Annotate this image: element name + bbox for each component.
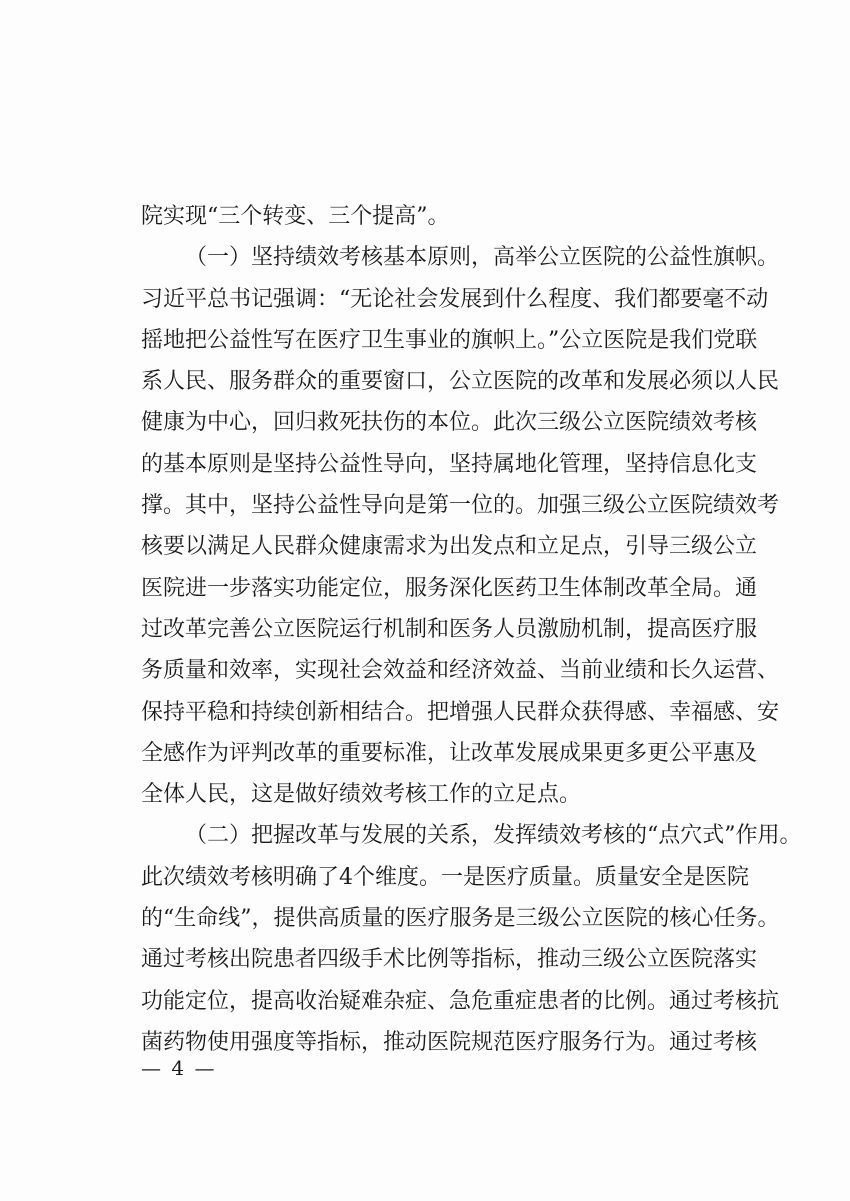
- text-line: 过改革完善公立医院运行机制和医务人员激励机制，提高医疗服: [141, 616, 758, 642]
- page-number: — 4 —: [141, 1056, 217, 1080]
- body-text: [141, 196, 802, 1063]
- text-line: 此次绩效考核明确了4个维度。一是医疗质量。质量安全是医院: [141, 864, 749, 890]
- text-line: 通过考核出院患者四级手术比例等指标，推动三级公立医院落实: [141, 947, 758, 973]
- text-line: 功能定位，提高收治疑难杂症、急危重症患者的比例。通过考核抗: [141, 988, 780, 1014]
- text-line: 院实现“三个转变、三个提高”。: [141, 204, 450, 229]
- text-line: （一）坚持绩效考核基本原则，高举公立医院的公益性旗帜。: [185, 245, 780, 271]
- text-line: 摇地把公益性写在医疗卫生事业的旗帜上。”公立医院是我们党联: [141, 327, 758, 353]
- text-line: 撑。其中，坚持公益性导向是第一位的。加强三级公立医院绩效考: [141, 493, 780, 519]
- text-line: 的“生命线”，提供高质量的医疗服务是三级公立医院的核心任务。: [141, 906, 780, 932]
- text-line: 习近平总书记强调：“无论社会发展到什么程度、我们都要毫不动: [141, 286, 769, 312]
- text-line: 系人民、服务群众的重要窗口，公立医院的改革和发展必须以人民: [141, 369, 780, 395]
- text-line: 的基本原则是坚持公益性导向，坚持属地化管理，坚持信息化支: [141, 451, 758, 477]
- text-line: 核要以满足人民群众健康需求为出发点和立足点，引导三级公立: [141, 534, 758, 560]
- text-line: 务质量和效率，实现社会效益和经济效益、当前业绩和长久运营、: [141, 658, 780, 684]
- text-line: （二）把握改革与发展的关系，发挥绩效考核的“点穴式”作用。: [185, 823, 802, 849]
- text-line: 健康为中心，回归救死扶伤的本位。此次三级公立医院绩效考核: [141, 410, 758, 436]
- text-line: 全体人民，这是做好绩效考核工作的立足点。: [141, 782, 582, 808]
- text-line: 保持平稳和持续创新相结合。把增强人民群众获得感、幸福感、安: [141, 699, 780, 725]
- text-line: 菌药物使用强度等指标，推动医院规范医疗服务行为。通过考核: [141, 1029, 758, 1055]
- text-line: 全感作为评判改革的重要标准，让改革发展成果更多更公平惠及: [141, 740, 758, 766]
- text-line: 医院进一步落实功能定位，服务深化医药卫生体制改革全局。通: [141, 575, 758, 601]
